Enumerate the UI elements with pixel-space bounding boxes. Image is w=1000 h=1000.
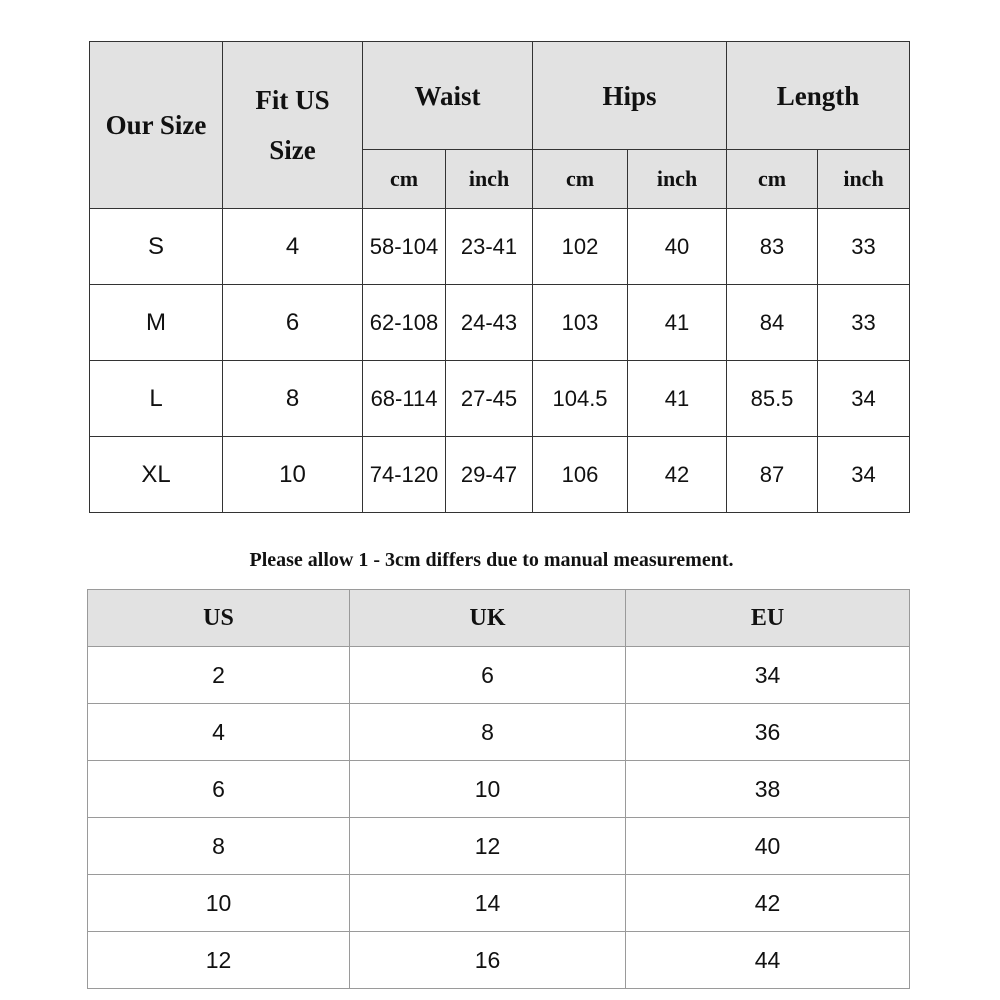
cell-eu: 34 (626, 647, 910, 704)
cell-us: 10 (88, 875, 350, 932)
size-chart-table (89, 41, 910, 513)
cell-uk: 6 (350, 647, 626, 704)
cell-length-inch: 34 (818, 437, 910, 513)
cell-size: M (90, 285, 223, 361)
cell-us: 10 (223, 437, 363, 513)
cell-uk: 14 (350, 875, 626, 932)
cell-us: 2 (88, 647, 350, 704)
table-row (88, 647, 910, 704)
table-row (88, 761, 910, 818)
cell-length-cm: 84 (727, 285, 818, 361)
cell-length-cm: 87 (727, 437, 818, 513)
cell-uk: 16 (350, 932, 626, 989)
cell-uk: 8 (350, 704, 626, 761)
header-length-inch: inch (818, 150, 910, 209)
cell-hips-cm: 106 (533, 437, 628, 513)
header-uk: UK (350, 590, 626, 647)
cell-us: 12 (88, 932, 350, 989)
header-eu: EU (626, 590, 910, 647)
table-row (88, 704, 910, 761)
header-hips-inch: inch (628, 150, 727, 209)
header-waist: Waist (363, 42, 533, 150)
cell-eu: 40 (626, 818, 910, 875)
cell-hips-cm: 104.5 (533, 361, 628, 437)
cell-uk: 12 (350, 818, 626, 875)
cell-waist-inch: 27-45 (446, 361, 533, 437)
cell-hips-inch: 41 (628, 285, 727, 361)
table-row (90, 361, 910, 437)
cell-length-cm: 83 (727, 209, 818, 285)
cell-us: 4 (223, 209, 363, 285)
cell-size: XL (90, 437, 223, 513)
header-hips: Hips (533, 42, 727, 150)
cell-eu: 38 (626, 761, 910, 818)
measurement-note: Please allow 1 - 3cm differs due to manual measurement. (249, 549, 734, 571)
cell-us: 6 (223, 285, 363, 361)
cell-waist-cm: 74-120 (363, 437, 446, 513)
cell-waist-inch: 29-47 (446, 437, 533, 513)
header-our-size: Our Size (90, 42, 223, 209)
cell-hips-inch: 42 (628, 437, 727, 513)
cell-waist-inch: 23-41 (446, 209, 533, 285)
cell-eu: 36 (626, 704, 910, 761)
cell-us: 6 (88, 761, 350, 818)
header-length-cm: cm (727, 150, 818, 209)
cell-waist-cm: 58-104 (363, 209, 446, 285)
cell-size: L (90, 361, 223, 437)
cell-hips-cm: 102 (533, 209, 628, 285)
cell-uk: 10 (350, 761, 626, 818)
cell-length-cm: 85.5 (727, 361, 818, 437)
header-hips-cm: cm (533, 150, 628, 209)
header-fit-us-size: Fit US Size (223, 42, 363, 209)
cell-waist-inch: 24-43 (446, 285, 533, 361)
table-row (88, 932, 910, 989)
cell-eu: 44 (626, 932, 910, 989)
cell-length-inch: 33 (818, 285, 910, 361)
header-waist-inch: inch (446, 150, 533, 209)
cell-length-inch: 33 (818, 209, 910, 285)
table-row (88, 875, 910, 932)
cell-length-inch: 34 (818, 361, 910, 437)
cell-eu: 42 (626, 875, 910, 932)
cell-hips-inch: 40 (628, 209, 727, 285)
size-conversion-table (87, 589, 910, 989)
cell-us: 4 (88, 704, 350, 761)
header-length: Length (727, 42, 910, 150)
table-row (90, 209, 910, 285)
header-us: US (88, 590, 350, 647)
table-row (90, 437, 910, 513)
cell-waist-cm: 68-114 (363, 361, 446, 437)
header-waist-cm: cm (363, 150, 446, 209)
table-row (90, 285, 910, 361)
cell-waist-cm: 62-108 (363, 285, 446, 361)
cell-size: S (90, 209, 223, 285)
cell-us: 8 (223, 361, 363, 437)
cell-us: 8 (88, 818, 350, 875)
cell-hips-inch: 41 (628, 361, 727, 437)
cell-hips-cm: 103 (533, 285, 628, 361)
table-row (88, 818, 910, 875)
